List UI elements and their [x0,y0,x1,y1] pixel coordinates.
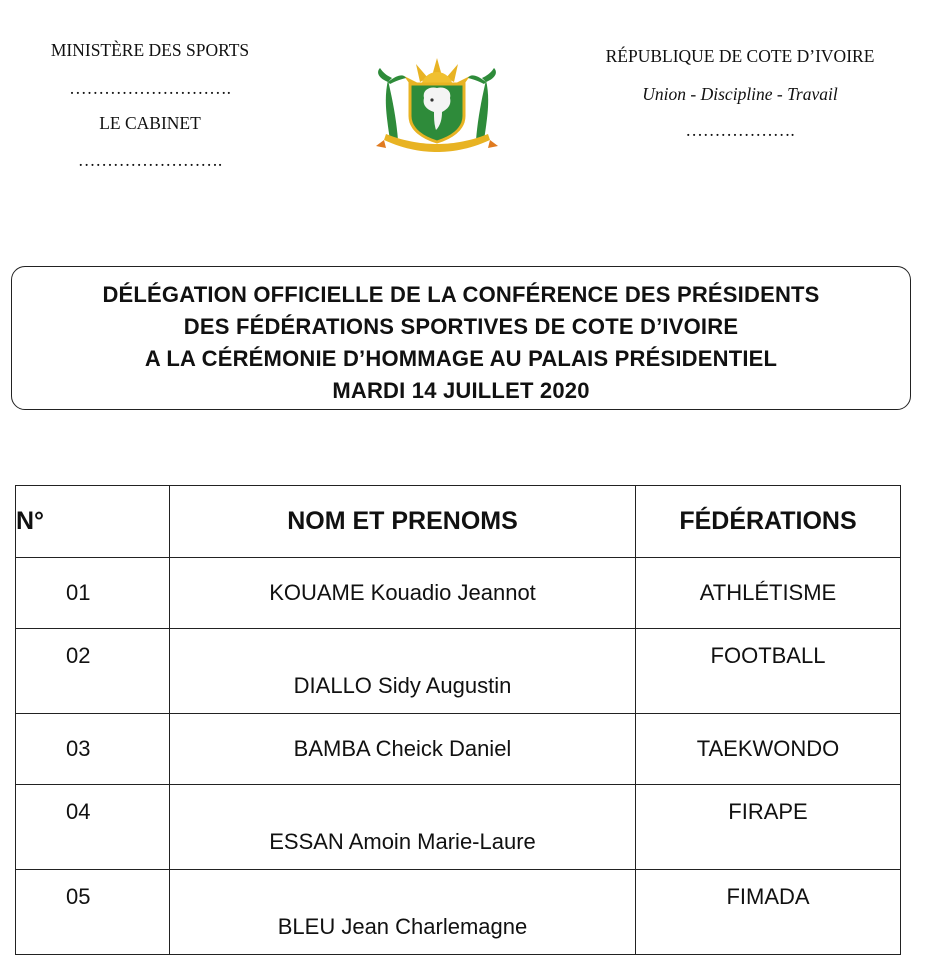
title-line-3: A LA CÉRÉMONIE D’HOMMAGE AU PALAIS PRÉSIDENTIEL [144,346,778,371]
row-number: 02 [16,629,170,714]
table-row [16,785,901,870]
republic-dots: ………………. [685,120,795,140]
title-line-2: DES FÉDÉRATIONS SPORTIVES DE COTE D’IVOIRE [183,314,739,339]
table-header-row [16,486,901,558]
delegation-table [15,485,901,955]
table-row [16,558,901,629]
title-line-1: DÉLÉGATION OFFICIELLE DE LA CONFÉRENCE DES PRÉSIDENTS [102,282,820,307]
table-row [16,714,901,785]
cabinet-dots: ……………………. [77,150,223,170]
row-name: DIALLO Sidy Augustin [170,629,636,714]
cabinet-label: LE CABINET [99,113,201,133]
row-name: ESSAN Amoin Marie-Laure [170,785,636,870]
header-number: N° [16,486,170,558]
row-number: 05 [16,870,170,955]
row-federation: FOOTBALL [636,629,901,714]
republic-name: RÉPUBLIQUE DE COTE D’IVOIRE [605,46,875,66]
header-name: NOM ET PRENOMS [170,486,636,558]
row-name: BAMBA Cheick Daniel [170,714,636,785]
national-motto: Union - Discipline - Travail [642,84,838,104]
ministry-dots: ………………………. [69,78,231,98]
row-federation: FIRAPE [636,785,901,870]
row-name: KOUAME Kouadio Jeannot [170,558,636,629]
coat-of-arms-icon [376,54,498,154]
row-federation: ATHLÉTISME [636,558,901,629]
table-row [16,870,901,955]
row-number: 01 [16,558,170,629]
ministry-name: MINISTÈRE DES SPORTS [50,40,250,60]
row-federation: FIMADA [636,870,901,955]
row-number: 04 [16,785,170,870]
table-row [16,629,901,714]
document-title [11,266,911,410]
row-number: 03 [16,714,170,785]
row-name: BLEU Jean Charlemagne [170,870,636,955]
header-federation: FÉDÉRATIONS [636,486,901,558]
title-date: MARDI 14 JUILLET 2020 [332,378,590,403]
row-federation: TAEKWONDO [636,714,901,785]
